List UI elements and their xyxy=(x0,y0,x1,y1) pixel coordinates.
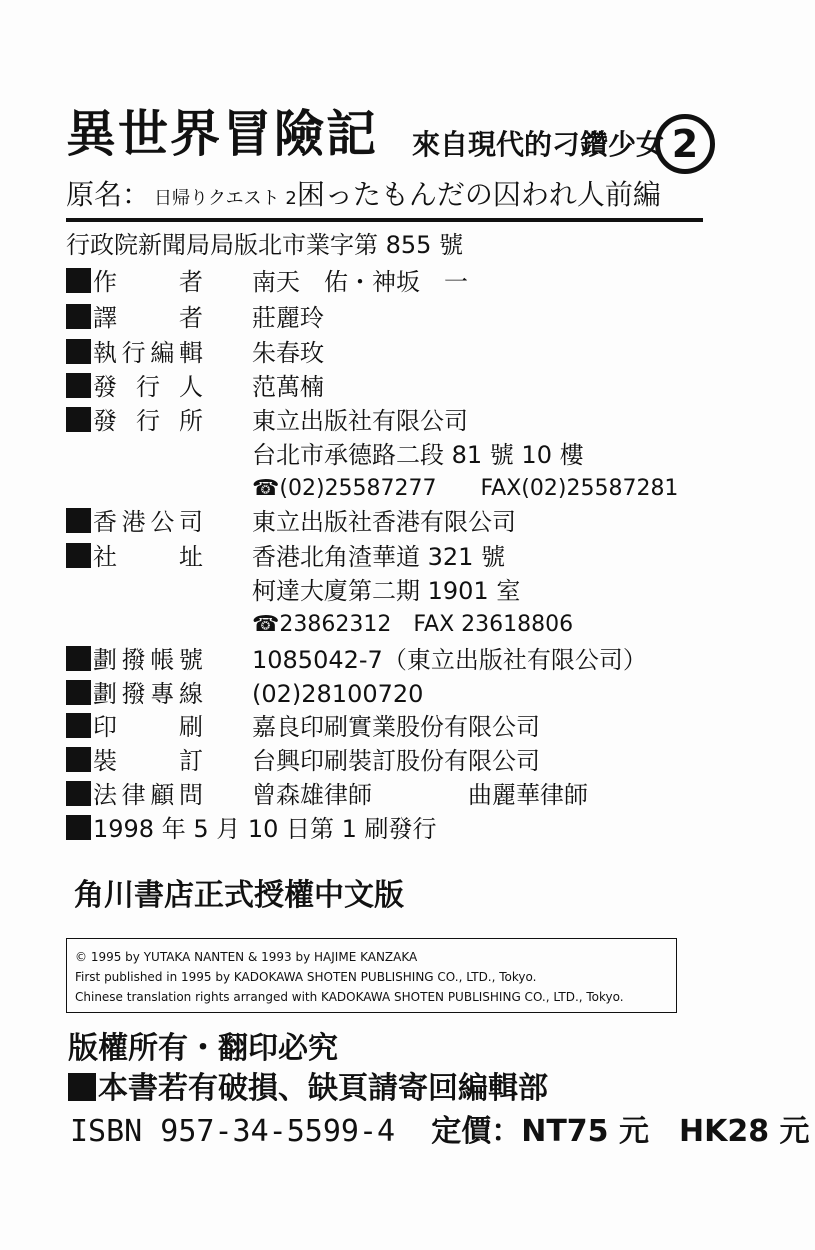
bullet-square xyxy=(66,304,91,329)
original-title-series: 日帰りクエスト 2 xyxy=(154,188,297,209)
bullet-square xyxy=(66,646,91,671)
credit-value-postal-account: 1085042-7（東立出版社有限公司） xyxy=(252,646,647,674)
title-divider xyxy=(66,218,703,222)
credit-value-author: 南天 佑・神坂 一 xyxy=(252,268,468,296)
book-title: 異世界冒險記 xyxy=(66,105,378,163)
publication-date: 1998 年 5 月 10 日第 1 刷發行 xyxy=(66,813,437,845)
rights-notice: 版權所有・翻印必究 xyxy=(68,1031,338,1066)
bullet-square xyxy=(66,508,91,533)
bullet-square xyxy=(66,373,91,398)
copyright-box xyxy=(66,938,677,1013)
credit-label-postal-account: 劃撥帳號 xyxy=(66,644,206,676)
credit-value-hk-address: 香港北角渣華道 321 號 xyxy=(252,543,506,571)
copyright-line: First published in 1995 by KADOKAWA SHOTEN PUBLISHING CO., LTD., Tokyo. xyxy=(75,970,537,984)
credit-value-translator: 莊麗玲 xyxy=(252,304,324,332)
bullet-square xyxy=(68,1073,96,1101)
volume-badge: 2 xyxy=(655,114,715,174)
taipei-address: 台北市承德路二段 81 號 10 樓 xyxy=(252,441,584,469)
credit-value-editor: 朱春玫 xyxy=(252,339,324,367)
original-title xyxy=(66,175,661,219)
license-number: 行政院新聞局局版北市業字第 855 號 xyxy=(66,231,464,259)
bullet-square xyxy=(66,268,91,293)
credit-value-legal: 曾森雄律師 曲麗華律師 xyxy=(252,781,588,809)
credit-value-publisher: 范萬楠 xyxy=(252,373,324,401)
credit-label-hk-company: 香港公司 xyxy=(66,506,206,538)
isbn: ISBN 957-34-5599-4 xyxy=(70,1114,396,1149)
bullet-square xyxy=(66,747,91,772)
credit-label-postal-line: 劃撥專線 xyxy=(66,678,206,710)
credit-label-printing: 印 刷 xyxy=(66,711,206,743)
credit-label-translator: 譯 者 xyxy=(66,302,206,334)
copyright-line: © 1995 by YUTAKA NANTEN & 1993 by HAJIME KANZAKA xyxy=(75,950,418,964)
original-title-label: 原名： xyxy=(66,178,151,211)
credit-label-publishing-house: 發 行 所 xyxy=(66,405,206,437)
bullet-square xyxy=(66,543,91,568)
bullet-square xyxy=(66,713,91,738)
credit-value-hk-company: 東立出版社香港有限公司 xyxy=(252,508,516,536)
taipei-phone-fax: ☎(02)25587277 FAX(02)25587281 xyxy=(252,476,679,501)
credit-value-binding: 台興印刷裝訂股份有限公司 xyxy=(252,747,540,775)
isbn-price-row xyxy=(70,1113,810,1151)
credit-label-author: 作 者 xyxy=(66,266,206,298)
credit-label-binding: 裝 訂 xyxy=(66,745,206,777)
credit-label-publisher: 發 行 人 xyxy=(66,371,206,403)
authorized-edition: 角川書店正式授權中文版 xyxy=(74,878,404,913)
credit-value-publishing-house: 東立出版社有限公司 xyxy=(252,407,468,435)
book-subtitle: 來自現代的刁鑽少女 xyxy=(412,128,665,161)
price: 定價：NT75 元 HK28 元 xyxy=(431,1114,810,1149)
bullet-square xyxy=(66,680,91,705)
hk-address-line2: 柯達大廈第二期 1901 室 xyxy=(252,577,521,605)
copyright-line: Chinese translation rights arranged with KADOKAWA SHOTEN PUBLISHING CO., LTD., Tokyo. xyxy=(75,990,624,1004)
damage-notice: 本書若有破損、缺頁請寄回編輯部 xyxy=(68,1070,548,1108)
credit-value-postal-line: (02)28100720 xyxy=(252,680,424,708)
original-title-name: 困ったもんだの囚われ人前編 xyxy=(296,178,661,211)
credit-label-editor: 執行編輯 xyxy=(66,337,206,369)
bullet-square xyxy=(66,815,91,840)
credit-value-printing: 嘉良印刷實業股份有限公司 xyxy=(252,713,540,741)
bullet-square xyxy=(66,339,91,364)
bullet-square xyxy=(66,781,91,806)
credit-label-hk-address: 社 址 xyxy=(66,541,206,573)
hk-phone-fax: ☎23862312 FAX 23618806 xyxy=(252,612,574,637)
credit-label-legal: 法律顧問 xyxy=(66,779,206,811)
bullet-square xyxy=(66,407,91,432)
